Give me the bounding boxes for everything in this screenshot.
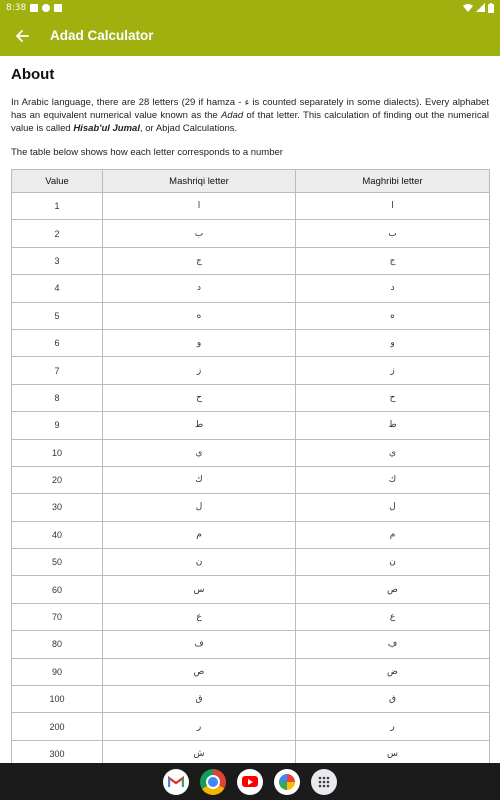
value-cell: 9 [12, 412, 103, 439]
table-row [12, 247, 490, 274]
value-cell: 80 [12, 631, 103, 658]
gmail-icon[interactable] [163, 769, 189, 795]
mashriqi-cell: م [103, 521, 296, 548]
para-text: In Arabic language, there are 28 letters (29 if hamza - [11, 97, 245, 108]
hamza-letter: ء [244, 97, 250, 108]
value-cell: 8 [12, 384, 103, 411]
maghribi-cell: ج [296, 247, 490, 274]
photos-icon[interactable] [274, 769, 300, 795]
mashriqi-cell: ن [103, 549, 296, 576]
mashriqi-cell: ي [103, 439, 296, 466]
table-row [12, 275, 490, 302]
value-cell: 3 [12, 247, 103, 274]
table-row [12, 357, 490, 384]
maghribi-cell: ه [296, 302, 490, 329]
maghribi-cell: ل [296, 494, 490, 521]
mashriqi-cell: ر [103, 713, 296, 740]
value-cell: 300 [12, 740, 103, 763]
value-cell: 1 [12, 193, 103, 220]
maghribi-cell: س [296, 740, 490, 763]
header-mashriqi: Mashriqi letter [103, 170, 296, 193]
mashriqi-cell: ك [103, 466, 296, 493]
mashriqi-cell: ش [103, 740, 296, 763]
table-row [12, 412, 490, 439]
mashriqi-cell: ب [103, 220, 296, 247]
mashriqi-cell: ا [103, 193, 296, 220]
battery-icon [488, 3, 494, 13]
maghribi-cell: ح [296, 384, 490, 411]
value-cell: 40 [12, 521, 103, 548]
adad-term: Adad [220, 110, 244, 121]
table-row [12, 549, 490, 576]
maghribi-cell: ض [296, 658, 490, 685]
status-time: 8:38 [6, 2, 27, 13]
app-bar [0, 15, 500, 56]
mashriqi-cell: ح [103, 384, 296, 411]
maghribi-cell: ي [296, 439, 490, 466]
header-maghribi: Maghribi letter [296, 170, 490, 193]
value-cell: 70 [12, 603, 103, 630]
wifi-icon [463, 3, 473, 12]
app-title: Adad Calculator [50, 28, 154, 43]
app-drawer-icon[interactable] [311, 769, 337, 795]
table-row [12, 713, 490, 740]
chrome-icon[interactable] [200, 769, 226, 795]
maghribi-cell: ڢ [296, 631, 490, 658]
maghribi-cell: ص [296, 576, 490, 603]
maghribi-cell: ك [296, 466, 490, 493]
mashriqi-cell: س [103, 576, 296, 603]
maghribi-cell: ط [296, 412, 490, 439]
mashriqi-cell: ه [103, 302, 296, 329]
table-row [12, 686, 490, 713]
maghribi-cell: ا [296, 193, 490, 220]
table-intro: The table below shows how each letter corresponds to a number [11, 147, 283, 158]
maghribi-cell: ڧ [296, 686, 490, 713]
mashriqi-cell: ل [103, 494, 296, 521]
mashriqi-cell: ج [103, 247, 296, 274]
sd-card-icon [30, 4, 38, 12]
mashriqi-cell: ط [103, 412, 296, 439]
mashriqi-cell: ف [103, 631, 296, 658]
value-cell: 5 [12, 302, 103, 329]
maghribi-cell: م [296, 521, 490, 548]
table-row [12, 329, 490, 356]
value-cell: 6 [12, 329, 103, 356]
table-row [12, 494, 490, 521]
taskbar [0, 763, 500, 800]
youtube-icon[interactable] [237, 769, 263, 795]
value-cell: 100 [12, 686, 103, 713]
maghribi-cell: ن [296, 549, 490, 576]
maghribi-cell: ز [296, 357, 490, 384]
mashriqi-cell: و [103, 329, 296, 356]
value-cell: 60 [12, 576, 103, 603]
mashriqi-cell: د [103, 275, 296, 302]
para-text: of that letter. This calculation of finding out the numerical value is called [11, 110, 490, 134]
maghribi-cell: و [296, 329, 490, 356]
table-row [12, 220, 490, 247]
maghribi-cell: د [296, 275, 490, 302]
table-row [12, 193, 490, 220]
back-button[interactable] [0, 15, 44, 56]
table-row [12, 466, 490, 493]
header-value: Value [12, 170, 103, 193]
value-cell: 20 [12, 466, 103, 493]
status-bar [0, 0, 500, 15]
table-row [12, 521, 490, 548]
maghribi-cell: ع [296, 603, 490, 630]
mashriqi-cell: ص [103, 658, 296, 685]
table-row [12, 302, 490, 329]
maghribi-cell: ر [296, 713, 490, 740]
para-text: is counted separately in some dialects). Every alphabet has an equivalent numerical value known as the [11, 97, 489, 121]
value-cell: 200 [12, 713, 103, 740]
table-row [12, 631, 490, 658]
notification-icon [42, 4, 50, 12]
table-row [12, 384, 490, 411]
about-paragraph [11, 96, 489, 135]
table-row [12, 658, 490, 685]
arrow-back-icon [15, 29, 29, 43]
signal-icon [476, 3, 485, 12]
value-cell: 30 [12, 494, 103, 521]
about-content[interactable] [0, 56, 500, 763]
table-row [12, 439, 490, 466]
value-cell: 10 [12, 439, 103, 466]
table-row [12, 603, 490, 630]
table-header-row [12, 170, 490, 193]
para-text: , or Abjad Calculations. [139, 123, 238, 134]
value-cell: 2 [12, 220, 103, 247]
value-cell: 50 [12, 549, 103, 576]
mashriqi-cell: ز [103, 357, 296, 384]
value-cell: 90 [12, 658, 103, 685]
value-cell: 7 [12, 357, 103, 384]
letters-table [11, 169, 490, 763]
value-cell: 4 [12, 275, 103, 302]
maghribi-cell: ب [296, 220, 490, 247]
mashriqi-cell: ع [103, 603, 296, 630]
hisab-term: Hisab'ul Jumal [73, 123, 140, 134]
mashriqi-cell: ق [103, 686, 296, 713]
screenshot-icon [54, 4, 62, 12]
table-row [12, 740, 490, 763]
table-row [12, 576, 490, 603]
page-title: About [11, 66, 55, 83]
